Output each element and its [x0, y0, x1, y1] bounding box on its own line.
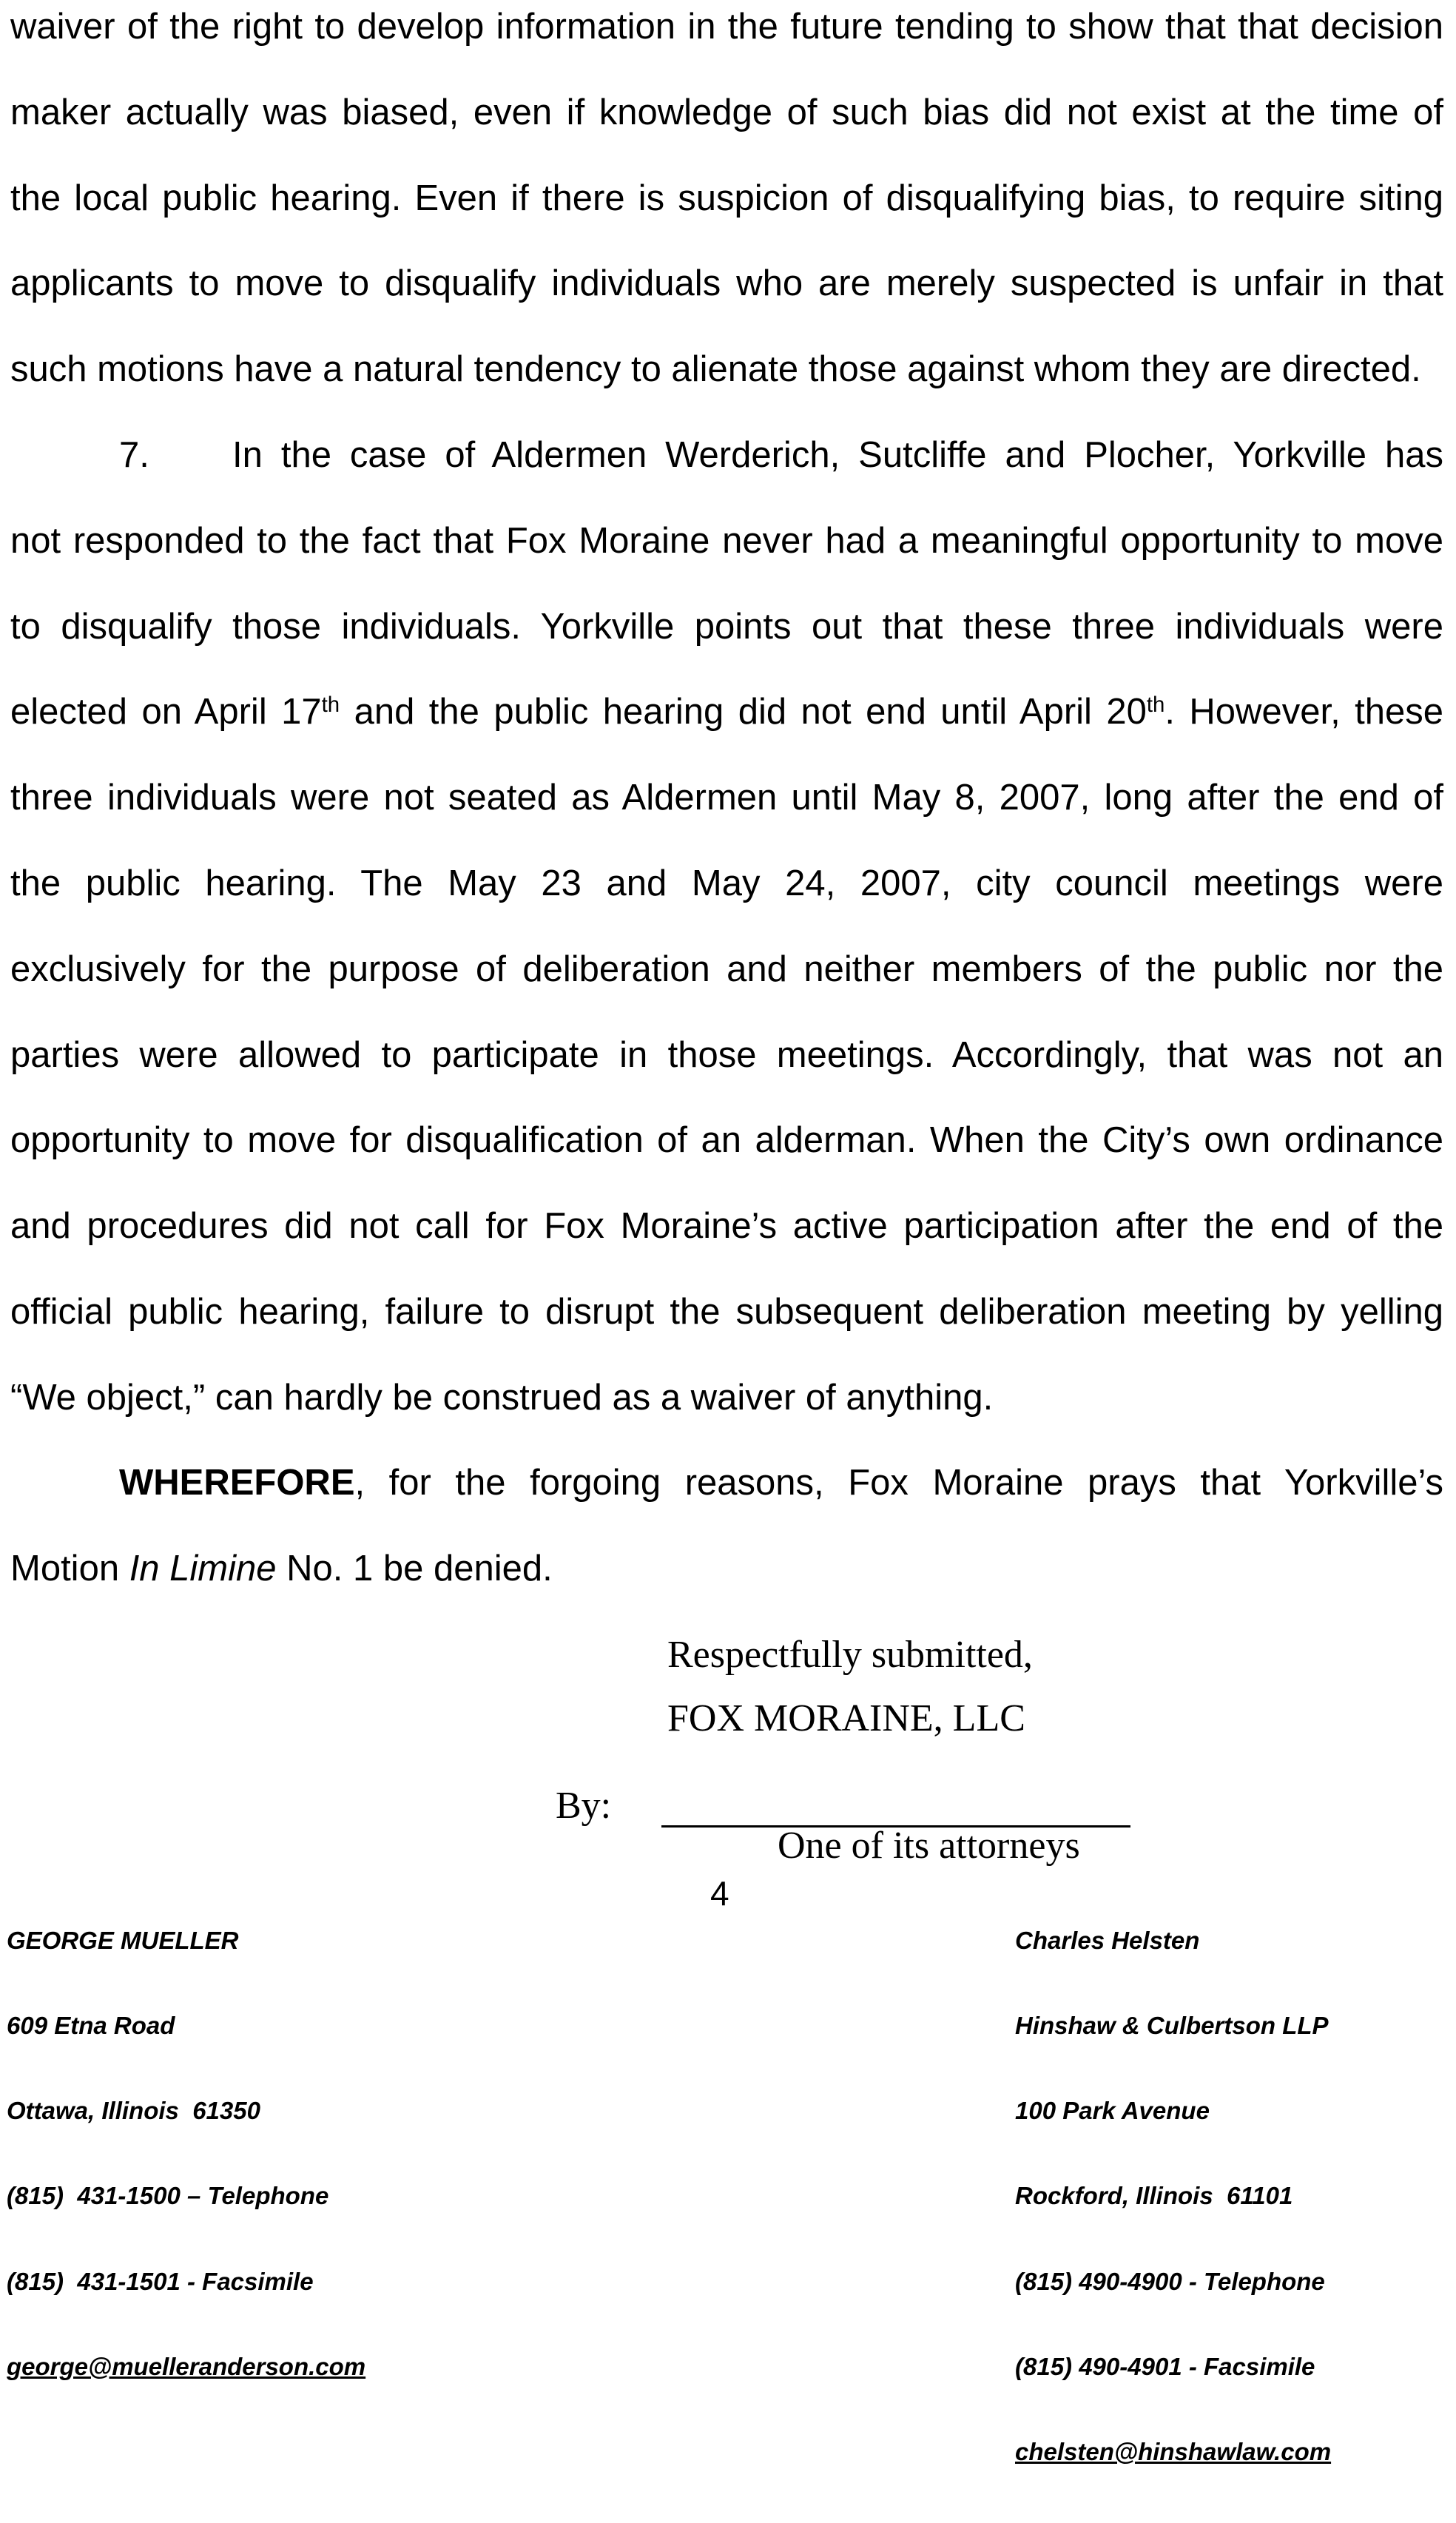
ordinal-superscript: th [1146, 692, 1165, 717]
body-text-segment: and the public hearing did not end until April 20 [340, 692, 1147, 732]
body-line [119, 1461, 1443, 1504]
wherefore-bold-text: WHEREFORE [119, 1463, 355, 1503]
body-line: applicants to move to disqualify individuals who are merely suspected is unfair in that [10, 263, 1443, 303]
counsel-address-line: Rockford, Illinois 61101 [1015, 2182, 1293, 2210]
body-line: parties were allowed to participate in those meetings. Accordingly, that was not an [10, 1035, 1443, 1075]
body-text-segment: elected on April 17 [10, 692, 322, 732]
counsel-email [1015, 2438, 1331, 2466]
counsel-name: GEORGE MUELLER [7, 1926, 239, 1954]
email-text: george@muelleranderson.com [7, 2352, 366, 2380]
counsel-telephone: (815) 490-4900 - Telephone [1015, 2267, 1325, 2295]
body-line: and procedures did not call for Fox Moraine’s active participation after the end of the [10, 1206, 1443, 1246]
body-text-segment: Motion [10, 1549, 129, 1589]
body-line: such motions have a natural tendency to alienate those against whom they are directed. [10, 349, 1421, 389]
counsel-address-line: 609 Etna Road [7, 2012, 175, 2040]
body-line: official public hearing, failure to disrupt the subsequent deliberation meeting by yelling [10, 1292, 1443, 1332]
body-line: not responded to the fact that Fox Moraine never had a meaningful opportunity to move [10, 521, 1443, 561]
body-line: waiver of the right to develop information in the future tending to show that that decision [10, 7, 1443, 47]
body-line: maker actually was biased, even if knowledge of such bias did not exist at the time of [10, 92, 1443, 132]
counsel-right-block [1015, 1870, 1331, 2523]
body-line: In the case of Aldermen Werderich, Sutcliffe and Plocher, Yorkville has [232, 435, 1443, 475]
body-line: exclusively for the purpose of deliberation and neither members of the public nor the [10, 949, 1443, 989]
party-name: FOX MORAINE, LLC [667, 1697, 1025, 1739]
body-line [10, 1547, 1443, 1590]
body-line: three individuals were not seated as Aldermen until May 8, 2007, long after the end of [10, 778, 1443, 818]
paragraph-number: 7. [119, 435, 149, 475]
body-line [10, 690, 1443, 733]
closing-text: Respectfully submitted, [667, 1634, 1033, 1676]
body-line: “We object,” can hardly be construed as a waiver of anything. [10, 1378, 994, 1418]
counsel-facsimile: (815) 431-1501 - Facsimile [7, 2267, 314, 2295]
signer-caption: One of its attorneys [778, 1825, 1080, 1867]
email-text: chelsten@hinshawlaw.com [1015, 2438, 1332, 2466]
counsel-firm: Hinshaw & Culbertson LLP [1015, 2012, 1329, 2040]
body-line: the local public hearing. Even if there is suspicion of disqualifying bias, to require siting [10, 178, 1443, 218]
ordinal-superscript: th [321, 692, 340, 717]
body-text-segment: No. 1 be denied. [276, 1549, 553, 1589]
counsel-facsimile: (815) 490-4901 - Facsimile [1015, 2352, 1315, 2380]
counsel-name: Charles Helsten [1015, 1926, 1200, 1954]
counsel-left-block [7, 1870, 365, 2438]
counsel-address-line: Ottawa, Illinois 61350 [7, 2097, 260, 2125]
counsel-address-line: 100 Park Avenue [1015, 2097, 1210, 2125]
italic-text: In Limine [129, 1549, 277, 1589]
counsel-telephone: (815) 431-1500 – Telephone [7, 2182, 329, 2210]
body-line: opportunity to move for disqualification of an alderman. When the City’s own ordinance [10, 1120, 1443, 1160]
body-text-segment: , for the forgoing reasons, Fox Moraine prays that Yorkville’s [354, 1463, 1443, 1503]
body-line: to disqualify those individuals. Yorkville points out that these three individuals were [10, 607, 1443, 647]
body-text-segment: . However, these [1165, 692, 1443, 732]
by-label: By: [556, 1785, 612, 1827]
counsel-email [7, 2353, 365, 2381]
body-line: the public hearing. The May 23 and May 24, 2007, city council meetings were [10, 863, 1443, 903]
page-number: 4 [710, 1874, 729, 1913]
